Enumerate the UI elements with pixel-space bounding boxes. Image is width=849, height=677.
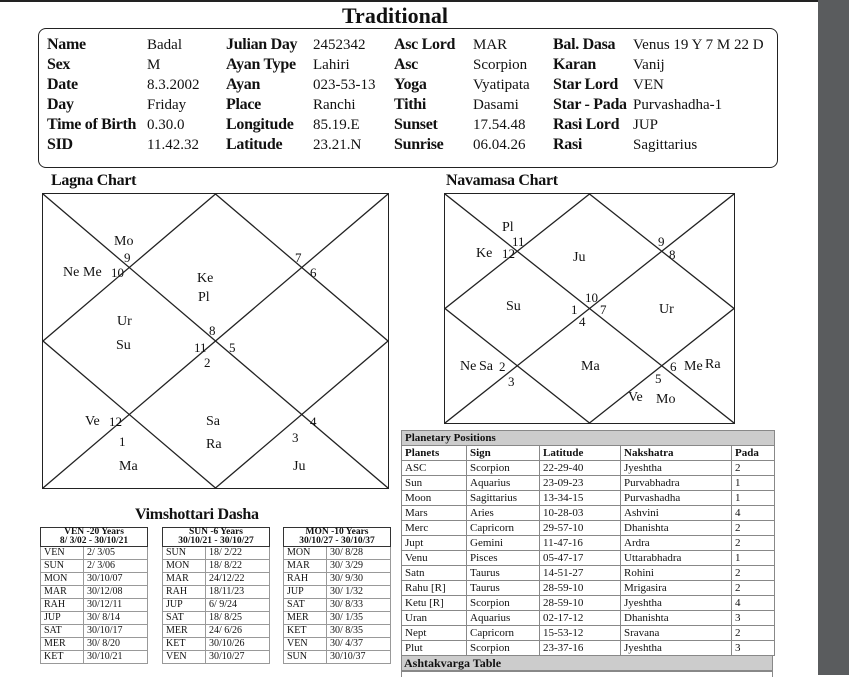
dasha-planet: SAT <box>284 599 327 612</box>
dasha-row <box>284 586 391 599</box>
dasha-period-header <box>163 528 270 547</box>
navamsa-planet-mo: Mo <box>656 392 676 407</box>
info-label-latitude: Latitude <box>226 136 283 153</box>
info-label-time-of-birth: Time of Birth <box>47 116 137 133</box>
planet-cell-sign: Capricorn <box>467 626 540 641</box>
info-value-sunset: 17.54.48 <box>473 117 526 133</box>
info-label-rasi-lord: Rasi Lord <box>553 116 620 133</box>
dasha-planet: RAH <box>41 599 84 612</box>
info-label-name: Name <box>47 36 86 53</box>
navamsa-planet-ke: Ke <box>476 246 493 261</box>
planet-cell-nakshatra: Jyeshtha <box>621 596 732 611</box>
lagna-planet-ju: Ju <box>293 459 306 474</box>
column-header-latitude: Latitude <box>540 446 621 461</box>
planet-cell-nakshatra: Jyeshtha <box>621 641 732 656</box>
ashtakvarga-title: Ashtakvarga Table <box>401 655 773 671</box>
dasha-row <box>163 573 270 586</box>
dasha-row <box>163 638 270 651</box>
planet-cell-planets: Mars <box>402 506 467 521</box>
planet-cell-pada: 1 <box>732 476 775 491</box>
info-label-star-lord: Star Lord <box>553 76 619 93</box>
info-label-ayan: Ayan <box>226 76 261 93</box>
planet-cell-nakshatra: Sravana <box>621 626 732 641</box>
info-label-julian-day: Julian Day <box>226 36 298 53</box>
dasha-row <box>284 612 391 625</box>
dasha-planet: SAT <box>41 625 84 638</box>
planet-cell-latitude: 29-57-10 <box>540 521 621 536</box>
dasha-period-label: SUN -6 Years <box>188 527 243 537</box>
planet-row <box>402 626 775 641</box>
planet-cell-sign: Pisces <box>467 551 540 566</box>
navamsa-chart <box>444 193 735 424</box>
info-label-sunset: Sunset <box>394 116 438 133</box>
dasha-end-date: 30/ 9/30 <box>327 573 391 586</box>
dasha-end-date: 18/ 2/22 <box>206 547 270 560</box>
planet-cell-pada: 2 <box>732 521 775 536</box>
dasha-planet: MER <box>284 612 327 625</box>
navamsa-planet-ra: Ra <box>705 357 721 372</box>
lagna-planet-ra: Ra <box>206 437 222 452</box>
info-value-asc-lord: MAR <box>473 37 508 53</box>
dasha-planet: KET <box>41 651 84 664</box>
dasha-planet: KET <box>163 638 206 651</box>
planet-cell-latitude: 14-51-27 <box>540 566 621 581</box>
info-value-name: Badal <box>147 37 182 53</box>
planet-row <box>402 536 775 551</box>
planet-cell-sign: Aquarius <box>467 476 540 491</box>
dasha-planet: JUP <box>284 586 327 599</box>
dasha-planet: VEN <box>41 547 84 560</box>
dasha-end-date: 30/12/11 <box>84 599 148 612</box>
dasha-row <box>163 547 270 560</box>
dasha-end-date: 30/ 4/37 <box>327 638 391 651</box>
navamsa-house-number: 1 <box>571 302 578 317</box>
dasha-end-date: 30/ 1/32 <box>327 586 391 599</box>
navamsa-house-number: 10 <box>585 290 598 305</box>
dasha-title: Vimshottari Dasha <box>135 506 259 523</box>
dasha-end-date: 24/12/22 <box>206 573 270 586</box>
planet-cell-sign: Taurus <box>467 566 540 581</box>
planet-cell-latitude: 02-17-12 <box>540 611 621 626</box>
planet-row <box>402 611 775 626</box>
navamsa-planet-ur: Ur <box>659 302 674 317</box>
planet-cell-nakshatra: Ardra <box>621 536 732 551</box>
planet-cell-pada: 2 <box>732 566 775 581</box>
dasha-row <box>163 599 270 612</box>
planet-row <box>402 581 775 596</box>
dasha-end-date: 30/10/27 <box>206 651 270 664</box>
dasha-row <box>41 638 148 651</box>
info-value-asc: Scorpion <box>473 57 528 73</box>
dasha-planet: SUN <box>284 651 327 664</box>
lagna-planet-me: Me <box>83 265 102 280</box>
navamsa-planet-me: Me <box>684 359 703 374</box>
info-label-sid: SID <box>47 136 73 153</box>
navamsa-chart-lines <box>445 194 734 423</box>
navamsa-planet-ma: Ma <box>581 359 600 374</box>
lagna-house-number: 11 <box>194 340 207 355</box>
dasha-planet: RAH <box>284 573 327 586</box>
lagna-house-number: 5 <box>229 340 236 355</box>
viewer-scrollbar-area[interactable] <box>818 0 849 675</box>
dasha-planet: SUN <box>41 560 84 573</box>
planetary-positions-table <box>401 430 775 656</box>
planet-cell-planets: Venu <box>402 551 467 566</box>
dasha-period-range: 30/10/27 - 30/10/37 <box>299 536 375 546</box>
dasha-end-date: 18/ 8/25 <box>206 612 270 625</box>
navamsa-planet-pl: Pl <box>502 220 514 235</box>
dasha-table-ven <box>40 527 148 664</box>
planet-cell-latitude: 10-28-03 <box>540 506 621 521</box>
info-value-ayan-type: Lahiri <box>313 57 350 73</box>
dasha-end-date: 30/10/37 <box>327 651 391 664</box>
planet-cell-planets: Jupt <box>402 536 467 551</box>
dasha-end-date: 30/ 1/35 <box>327 612 391 625</box>
dasha-end-date: 30/12/08 <box>84 586 148 599</box>
planet-cell-planets: ASC <box>402 461 467 476</box>
planet-row <box>402 506 775 521</box>
planet-cell-planets: Sun <box>402 476 467 491</box>
dasha-row <box>284 547 391 560</box>
planet-cell-nakshatra: Purvashadha <box>621 491 732 506</box>
planet-row <box>402 641 775 656</box>
dasha-period-range: 30/10/21 - 30/10/27 <box>178 536 254 546</box>
dasha-planet: MAR <box>284 560 327 573</box>
planet-cell-latitude: 28-59-10 <box>540 596 621 611</box>
planet-cell-pada: 1 <box>732 551 775 566</box>
planet-cell-planets: Satn <box>402 566 467 581</box>
planet-cell-pada: 2 <box>732 536 775 551</box>
dasha-period-header <box>41 528 148 547</box>
info-value-rasi: Sagittarius <box>633 137 698 153</box>
planet-cell-nakshatra: Mrigasira <box>621 581 732 596</box>
dasha-row <box>41 573 148 586</box>
page-title: Traditional <box>342 3 448 28</box>
dasha-row <box>284 638 391 651</box>
planet-cell-latitude: 05-47-17 <box>540 551 621 566</box>
navamsa-house-number: 2 <box>499 359 506 374</box>
dasha-row <box>41 651 148 664</box>
lagna-house-number: 6 <box>310 265 317 280</box>
dasha-end-date: 18/11/23 <box>206 586 270 599</box>
planet-cell-pada: 2 <box>732 626 775 641</box>
info-value-time-of-birth: 0.30.0 <box>147 117 185 133</box>
navamsa-planet-sa: Sa <box>479 359 493 374</box>
navamsa-house-number: 7 <box>600 302 607 317</box>
dasha-end-date: 30/ 8/28 <box>327 547 391 560</box>
info-label-sunrise: Sunrise <box>394 136 444 153</box>
column-header-nakshatra: Nakshatra <box>621 446 732 461</box>
dasha-planet: JUP <box>163 599 206 612</box>
dasha-planet: VEN <box>284 638 327 651</box>
dasha-end-date: 30/ 8/33 <box>327 599 391 612</box>
lagna-house-number: 7 <box>295 250 302 265</box>
planet-cell-sign: Aquarius <box>467 611 540 626</box>
planet-cell-latitude: 22-29-40 <box>540 461 621 476</box>
ashtakvarga-table <box>401 671 773 677</box>
planet-cell-latitude: 13-34-15 <box>540 491 621 506</box>
planet-cell-latitude: 28-59-10 <box>540 581 621 596</box>
planet-cell-pada: 2 <box>732 581 775 596</box>
dasha-end-date: 30/10/07 <box>84 573 148 586</box>
navamsa-planet-ve: Ve <box>628 390 643 405</box>
navamsa-house-number: 8 <box>669 247 676 262</box>
dasha-planet: SUN <box>163 547 206 560</box>
info-label-karan: Karan <box>553 56 596 73</box>
dasha-row <box>284 625 391 638</box>
column-header-pada: Pada <box>732 446 775 461</box>
lagna-planet-sa: Sa <box>206 414 220 429</box>
planetary-positions-title: Planetary Positions <box>402 431 775 446</box>
info-value-star-lord: VEN <box>633 77 664 93</box>
dasha-table-sun <box>162 527 270 664</box>
planet-cell-nakshatra: Dhanishta <box>621 611 732 626</box>
planet-cell-nakshatra: Jyeshtha <box>621 461 732 476</box>
lagna-chart <box>42 193 389 489</box>
dasha-planet: MON <box>41 573 84 586</box>
planet-row <box>402 461 775 476</box>
lagna-house-number: 4 <box>310 414 317 429</box>
dasha-planet: MER <box>163 625 206 638</box>
dasha-row <box>284 573 391 586</box>
planet-cell-latitude: 15-53-12 <box>540 626 621 641</box>
navamsa-planet-ne: Ne <box>460 359 477 374</box>
navamsa-house-number: 5 <box>655 371 662 386</box>
dasha-end-date: 30/ 8/14 <box>84 612 148 625</box>
dasha-row <box>284 651 391 664</box>
dasha-planet: MER <box>41 638 84 651</box>
planet-row <box>402 596 775 611</box>
info-label-place: Place <box>226 96 261 113</box>
info-value-ayan: 023-53-13 <box>313 77 376 93</box>
planet-cell-pada: 4 <box>732 596 775 611</box>
dasha-row <box>41 625 148 638</box>
planet-cell-sign: Gemini <box>467 536 540 551</box>
lagna-planet-mo: Mo <box>114 234 134 249</box>
planet-cell-pada: 2 <box>732 461 775 476</box>
lagna-house-number: 3 <box>292 430 299 445</box>
info-value-sunrise: 06.04.26 <box>473 137 526 153</box>
navamsa-house-number: 3 <box>508 374 515 389</box>
dasha-row <box>41 612 148 625</box>
lagna-house-number: 10 <box>111 265 124 280</box>
planet-cell-planets: Nept <box>402 626 467 641</box>
dasha-row <box>163 651 270 664</box>
info-value-day: Friday <box>147 97 187 113</box>
dasha-planet: VEN <box>163 651 206 664</box>
planet-cell-sign: Scorpion <box>467 461 540 476</box>
dasha-planet: MAR <box>41 586 84 599</box>
planet-row <box>402 521 775 536</box>
info-label-asc-lord: Asc Lord <box>394 36 456 53</box>
dasha-period-label: MON -10 Years <box>305 527 369 537</box>
lagna-house-number: 2 <box>204 355 211 370</box>
info-value-sid: 11.42.32 <box>147 137 199 153</box>
dasha-row <box>41 560 148 573</box>
info-value-bal-dasa: Venus 19 Y 7 M 22 D <box>633 37 764 53</box>
info-label-ayan-type: Ayan Type <box>226 56 296 73</box>
planet-cell-latitude: 23-09-23 <box>540 476 621 491</box>
planet-cell-nakshatra: Purvabhadra <box>621 476 732 491</box>
dasha-end-date: 6/ 9/24 <box>206 599 270 612</box>
dasha-period-label: VEN -20 Years <box>64 527 124 537</box>
planet-cell-nakshatra: Uttarabhadra <box>621 551 732 566</box>
planet-cell-nakshatra: Dhanishta <box>621 521 732 536</box>
info-label-bal-dasa: Bal. Dasa <box>553 36 616 53</box>
info-value-sex: M <box>147 57 161 73</box>
dasha-row <box>41 599 148 612</box>
dasha-planet: RAH <box>163 586 206 599</box>
lagna-house-number: 9 <box>124 250 131 265</box>
dasha-row <box>163 625 270 638</box>
dasha-end-date: 24/ 6/26 <box>206 625 270 638</box>
planet-cell-sign: Scorpion <box>467 641 540 656</box>
dasha-end-date: 18/ 8/22 <box>206 560 270 573</box>
planet-cell-sign: Taurus <box>467 581 540 596</box>
dasha-row <box>163 560 270 573</box>
dasha-planet: JUP <box>41 612 84 625</box>
info-label-day: Day <box>47 96 74 113</box>
top-rule <box>0 0 818 2</box>
info-value-tithi: Dasami <box>473 97 519 113</box>
navamsa-chart-title: Navamasa Chart <box>446 172 558 189</box>
dasha-end-date: 30/ 8/35 <box>327 625 391 638</box>
navamsa-house-number: 12 <box>502 246 515 261</box>
info-value-place: Ranchi <box>313 97 356 113</box>
planet-cell-planets: Plut <box>402 641 467 656</box>
planet-cell-nakshatra: Rohini <box>621 566 732 581</box>
info-label-asc: Asc <box>394 56 418 73</box>
info-label-star-pada: Star - Pada <box>553 96 627 113</box>
dasha-row <box>163 612 270 625</box>
navamsa-house-number: 6 <box>670 359 677 374</box>
info-value-date: 8.3.2002 <box>147 77 200 93</box>
lagna-planet-ve: Ve <box>85 414 100 429</box>
planet-cell-nakshatra: Ashvini <box>621 506 732 521</box>
navamsa-planet-ju: Ju <box>573 250 586 265</box>
planet-cell-sign: Aries <box>467 506 540 521</box>
info-value-longitude: 85.19.E <box>313 117 360 133</box>
navamsa-house-number: 11 <box>512 234 525 249</box>
dasha-end-date: 30/ 8/20 <box>84 638 148 651</box>
dasha-planet: KET <box>284 625 327 638</box>
planet-cell-latitude: 11-47-16 <box>540 536 621 551</box>
lagna-planet-ma: Ma <box>119 459 138 474</box>
lagna-planet-ne: Ne <box>63 265 80 280</box>
info-label-tithi: Tithi <box>394 96 427 113</box>
info-label-date: Date <box>47 76 78 93</box>
planet-cell-planets: Moon <box>402 491 467 506</box>
navamsa-planet-su: Su <box>506 299 521 314</box>
lagna-house-number: 12 <box>109 414 122 429</box>
planet-cell-pada: 3 <box>732 641 775 656</box>
navamsa-house-number: 9 <box>658 234 665 249</box>
navamsa-house-number: 4 <box>579 314 586 329</box>
dasha-end-date: 2/ 3/06 <box>84 560 148 573</box>
planet-row <box>402 476 775 491</box>
info-label-rasi: Rasi <box>553 136 583 153</box>
dasha-row <box>41 547 148 560</box>
info-value-rasi-lord: JUP <box>633 117 659 133</box>
dasha-row <box>284 599 391 612</box>
dasha-planet: MON <box>284 547 327 560</box>
info-value-karan: Vanij <box>633 57 665 73</box>
dasha-end-date: 2/ 3/05 <box>84 547 148 560</box>
dasha-planet: SAT <box>163 612 206 625</box>
dasha-table-mon <box>283 527 391 664</box>
lagna-planet-ur: Ur <box>117 314 132 329</box>
dasha-row <box>284 560 391 573</box>
planet-cell-pada: 3 <box>732 611 775 626</box>
dasha-end-date: 30/10/17 <box>84 625 148 638</box>
planet-cell-sign: Capricorn <box>467 521 540 536</box>
lagna-chart-title: Lagna Chart <box>51 172 137 189</box>
info-value-star-pada: Purvashadha-1 <box>633 97 723 113</box>
lagna-house-number: 8 <box>209 323 216 338</box>
planet-cell-latitude: 23-37-16 <box>540 641 621 656</box>
dasha-end-date: 30/10/21 <box>84 651 148 664</box>
planet-cell-planets: Uran <box>402 611 467 626</box>
lagna-planet-pl: Pl <box>198 290 210 305</box>
lagna-planet-ke: Ke <box>197 271 214 286</box>
planet-cell-planets: Rahu [R] <box>402 581 467 596</box>
column-header-planets: Planets <box>402 446 467 461</box>
lagna-planet-su: Su <box>116 338 131 353</box>
planet-cell-pada: 4 <box>732 506 775 521</box>
dasha-period-range: 8/ 3/02 - 30/10/21 <box>59 536 129 546</box>
planet-cell-planets: Ketu [R] <box>402 596 467 611</box>
dasha-end-date: 30/10/26 <box>206 638 270 651</box>
info-value-latitude: 23.21.N <box>313 137 362 153</box>
dasha-planet: MON <box>163 560 206 573</box>
planet-cell-sign: Scorpion <box>467 596 540 611</box>
lagna-house-number: 1 <box>119 434 126 449</box>
planet-cell-pada: 1 <box>732 491 775 506</box>
planet-cell-planets: Merc <box>402 521 467 536</box>
column-header-sign: Sign <box>467 446 540 461</box>
dasha-row <box>41 586 148 599</box>
info-label-yoga: Yoga <box>394 76 427 93</box>
planet-row <box>402 566 775 581</box>
planet-cell-sign: Sagittarius <box>467 491 540 506</box>
info-value-yoga: Vyatipata <box>473 77 530 93</box>
dasha-planet: MAR <box>163 573 206 586</box>
dasha-end-date: 30/ 3/29 <box>327 560 391 573</box>
info-label-sex: Sex <box>47 56 71 73</box>
dasha-row <box>163 586 270 599</box>
info-label-longitude: Longitude <box>226 116 294 133</box>
info-value-julian-day: 2452342 <box>313 37 366 53</box>
planet-row <box>402 551 775 566</box>
dasha-period-header <box>284 528 391 547</box>
planet-row <box>402 491 775 506</box>
